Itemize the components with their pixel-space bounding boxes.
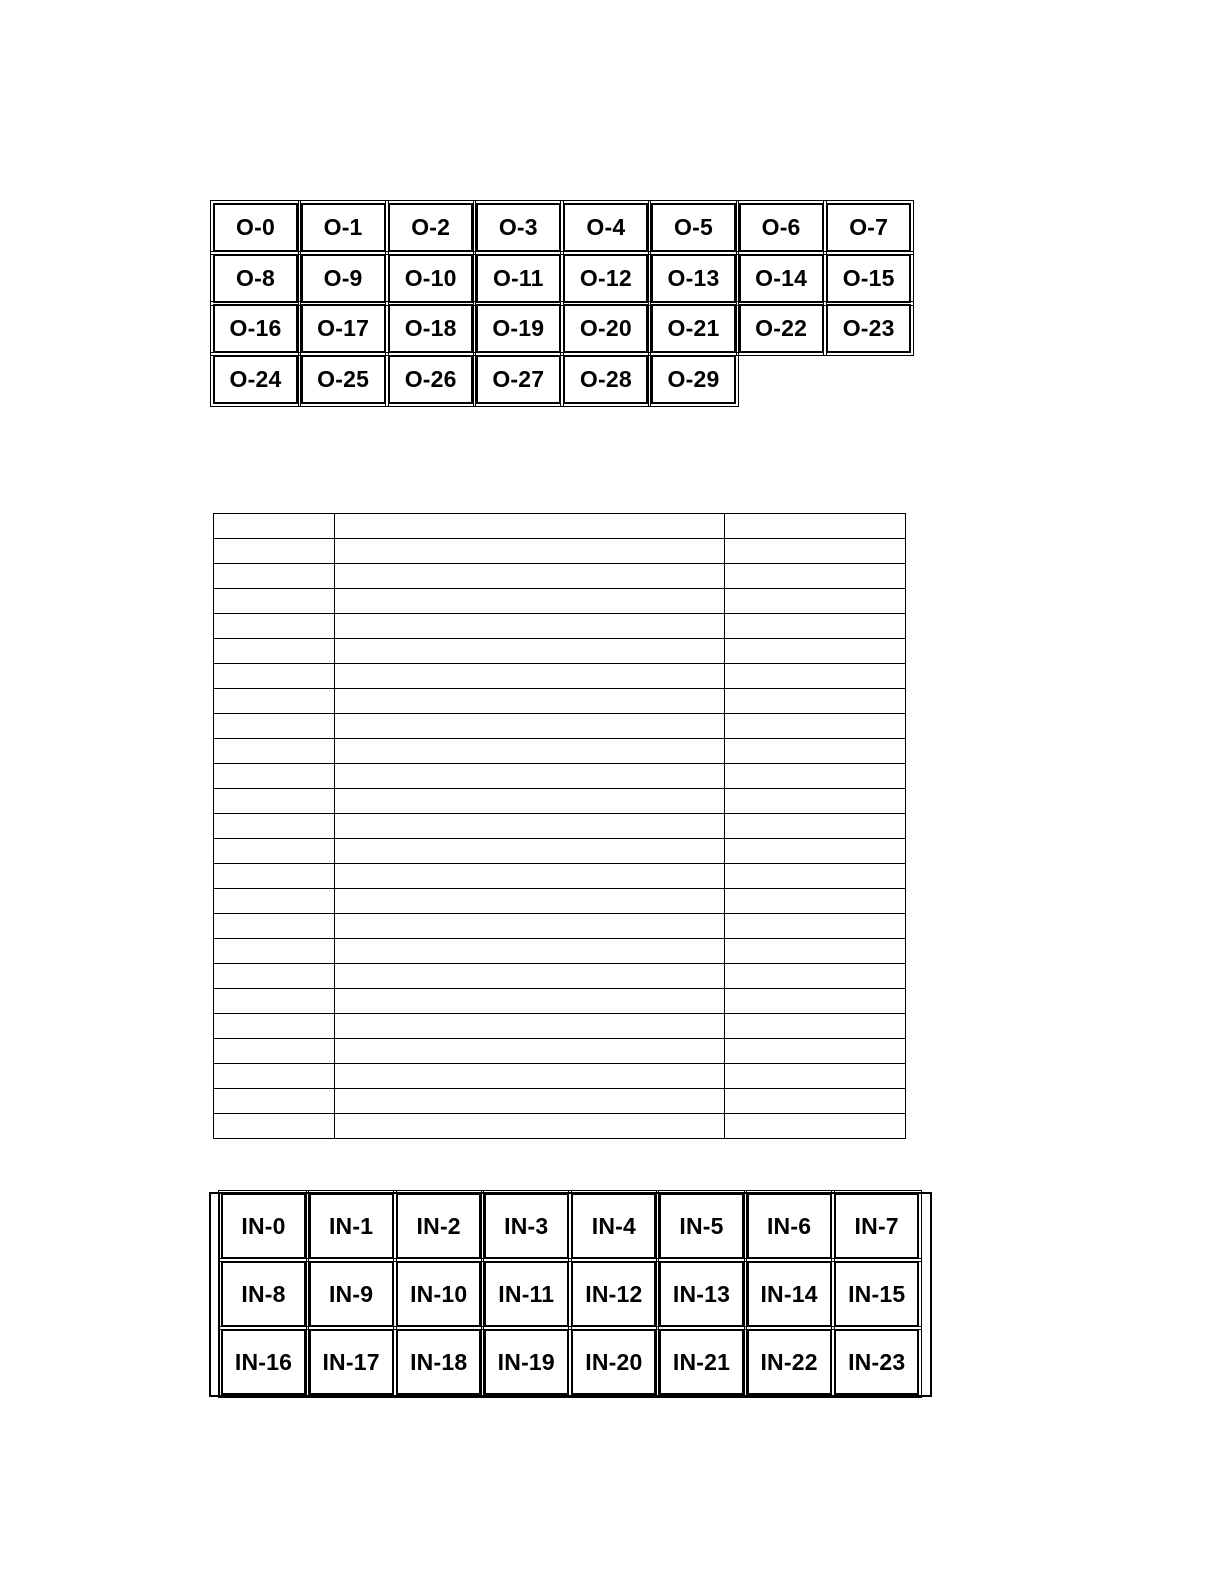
table-cell bbox=[214, 539, 335, 564]
table-row bbox=[214, 839, 906, 864]
table-row bbox=[214, 914, 906, 939]
table-cell bbox=[725, 589, 906, 614]
input-label-7: IN-7 bbox=[834, 1193, 919, 1259]
table-cell bbox=[725, 539, 906, 564]
table-cell bbox=[335, 1039, 725, 1064]
table-row bbox=[214, 789, 906, 814]
table-cell bbox=[725, 764, 906, 789]
table-cell bbox=[335, 589, 725, 614]
table-cell bbox=[725, 664, 906, 689]
output-label-22: O-22 bbox=[739, 304, 824, 353]
output-label-23: O-23 bbox=[826, 304, 911, 353]
input-label-19: IN-19 bbox=[484, 1329, 569, 1395]
input-label-11: IN-11 bbox=[484, 1261, 569, 1327]
table-cell bbox=[725, 1014, 906, 1039]
output-label-10: O-10 bbox=[388, 254, 473, 303]
input-label-23: IN-23 bbox=[834, 1329, 919, 1395]
table-row bbox=[214, 1114, 906, 1139]
table-cell bbox=[725, 839, 906, 864]
table-cell bbox=[335, 1089, 725, 1114]
table-cell bbox=[214, 1064, 335, 1089]
table-cell bbox=[214, 1039, 335, 1064]
table-cell bbox=[214, 989, 335, 1014]
table-row bbox=[214, 1039, 906, 1064]
table-cell bbox=[214, 839, 335, 864]
table-cell bbox=[725, 864, 906, 889]
table-row bbox=[214, 1089, 906, 1114]
table-cell bbox=[214, 564, 335, 589]
table-cell bbox=[335, 839, 725, 864]
table-cell bbox=[214, 939, 335, 964]
output-label-7: O-7 bbox=[826, 203, 911, 252]
blank-wiring-table bbox=[213, 513, 906, 1139]
output-label-9: O-9 bbox=[301, 254, 386, 303]
input-label-10: IN-10 bbox=[396, 1261, 481, 1327]
output-label-15: O-15 bbox=[826, 254, 911, 303]
table-cell bbox=[335, 964, 725, 989]
output-label-14: O-14 bbox=[739, 254, 824, 303]
table-cell bbox=[335, 989, 725, 1014]
table-row bbox=[214, 964, 906, 989]
input-label-13: IN-13 bbox=[659, 1261, 744, 1327]
table-row bbox=[214, 664, 906, 689]
input-label-18: IN-18 bbox=[396, 1329, 481, 1395]
table-row bbox=[214, 514, 906, 539]
table-cell bbox=[214, 914, 335, 939]
table-cell bbox=[214, 1089, 335, 1114]
output-label-1: O-1 bbox=[301, 203, 386, 252]
table-cell bbox=[335, 914, 725, 939]
table-cell bbox=[214, 789, 335, 814]
table-cell bbox=[335, 664, 725, 689]
table-cell bbox=[335, 689, 725, 714]
table-cell bbox=[725, 714, 906, 739]
table-cell bbox=[725, 689, 906, 714]
table-row bbox=[214, 1014, 906, 1039]
table-row bbox=[214, 989, 906, 1014]
table-cell bbox=[214, 664, 335, 689]
table-cell bbox=[725, 989, 906, 1014]
table-cell bbox=[725, 514, 906, 539]
input-label-5: IN-5 bbox=[659, 1193, 744, 1259]
table-cell bbox=[214, 1114, 335, 1139]
table-cell bbox=[214, 1014, 335, 1039]
table-cell bbox=[725, 1089, 906, 1114]
output-label-6: O-6 bbox=[739, 203, 824, 252]
output-label-12: O-12 bbox=[563, 254, 648, 303]
input-label-21: IN-21 bbox=[659, 1329, 744, 1395]
table-cell bbox=[214, 714, 335, 739]
input-label-8: IN-8 bbox=[221, 1261, 306, 1327]
table-cell bbox=[725, 1039, 906, 1064]
table-cell bbox=[335, 564, 725, 589]
input-label-17: IN-17 bbox=[309, 1329, 394, 1395]
table-cell bbox=[335, 639, 725, 664]
table-row bbox=[214, 1064, 906, 1089]
table-cell bbox=[335, 764, 725, 789]
table-cell bbox=[335, 789, 725, 814]
output-label-25: O-25 bbox=[301, 355, 386, 404]
input-label-14: IN-14 bbox=[747, 1261, 832, 1327]
table-row bbox=[214, 589, 906, 614]
output-label-29: O-29 bbox=[651, 355, 736, 404]
output-label-17: O-17 bbox=[301, 304, 386, 353]
table-row bbox=[214, 639, 906, 664]
output-label-4: O-4 bbox=[563, 203, 648, 252]
output-label-13: O-13 bbox=[651, 254, 736, 303]
input-label-15: IN-15 bbox=[834, 1261, 919, 1327]
table-cell bbox=[725, 614, 906, 639]
table-cell bbox=[335, 539, 725, 564]
table-cell bbox=[725, 639, 906, 664]
table-row bbox=[214, 864, 906, 889]
table-cell bbox=[335, 614, 725, 639]
table-cell bbox=[725, 914, 906, 939]
table-row bbox=[214, 814, 906, 839]
table-row bbox=[214, 939, 906, 964]
table-cell bbox=[725, 964, 906, 989]
table-cell bbox=[335, 864, 725, 889]
table-cell bbox=[214, 864, 335, 889]
output-label-24: O-24 bbox=[213, 355, 298, 404]
table-cell bbox=[725, 889, 906, 914]
output-label-8: O-8 bbox=[213, 254, 298, 303]
table-cell bbox=[725, 1064, 906, 1089]
table-cell bbox=[335, 1064, 725, 1089]
table-row bbox=[214, 539, 906, 564]
output-label-grid bbox=[213, 203, 913, 404]
table-row bbox=[214, 889, 906, 914]
table-cell bbox=[725, 739, 906, 764]
output-label-26: O-26 bbox=[388, 355, 473, 404]
output-label-21: O-21 bbox=[651, 304, 736, 353]
table-row bbox=[214, 689, 906, 714]
output-label-18: O-18 bbox=[388, 304, 473, 353]
table-cell bbox=[214, 889, 335, 914]
output-label-3: O-3 bbox=[476, 203, 561, 252]
input-label-22: IN-22 bbox=[747, 1329, 832, 1395]
output-label-11: O-11 bbox=[476, 254, 561, 303]
table-row bbox=[214, 714, 906, 739]
output-label-19: O-19 bbox=[476, 304, 561, 353]
output-label-2: O-2 bbox=[388, 203, 473, 252]
output-label-27: O-27 bbox=[476, 355, 561, 404]
table-cell bbox=[214, 764, 335, 789]
input-label-3: IN-3 bbox=[484, 1193, 569, 1259]
table-cell bbox=[214, 639, 335, 664]
table-cell bbox=[725, 1114, 906, 1139]
input-label-2: IN-2 bbox=[396, 1193, 481, 1259]
table-cell bbox=[335, 814, 725, 839]
table-cell bbox=[725, 814, 906, 839]
table-cell bbox=[214, 739, 335, 764]
table-cell bbox=[725, 564, 906, 589]
table-cell bbox=[214, 589, 335, 614]
table-cell bbox=[214, 964, 335, 989]
output-label-16: O-16 bbox=[213, 304, 298, 353]
input-label-1: IN-1 bbox=[309, 1193, 394, 1259]
table-cell bbox=[335, 1014, 725, 1039]
output-label-5: O-5 bbox=[651, 203, 736, 252]
table-cell bbox=[335, 714, 725, 739]
table-cell bbox=[214, 614, 335, 639]
output-label-0: O-0 bbox=[213, 203, 298, 252]
input-label-16: IN-16 bbox=[221, 1329, 306, 1395]
table-row bbox=[214, 739, 906, 764]
table-cell bbox=[335, 889, 725, 914]
output-label-28: O-28 bbox=[563, 355, 648, 404]
table-cell bbox=[335, 514, 725, 539]
input-label-9: IN-9 bbox=[309, 1261, 394, 1327]
input-label-4: IN-4 bbox=[571, 1193, 656, 1259]
table-row bbox=[214, 764, 906, 789]
table-cell bbox=[214, 689, 335, 714]
table-cell bbox=[335, 1114, 725, 1139]
input-label-6: IN-6 bbox=[747, 1193, 832, 1259]
table-cell bbox=[335, 939, 725, 964]
output-label-20: O-20 bbox=[563, 304, 648, 353]
table-cell bbox=[725, 939, 906, 964]
table-cell bbox=[725, 789, 906, 814]
table-row bbox=[214, 614, 906, 639]
input-label-12: IN-12 bbox=[571, 1261, 656, 1327]
table-cell bbox=[335, 739, 725, 764]
input-label-20: IN-20 bbox=[571, 1329, 656, 1395]
table-cell bbox=[214, 814, 335, 839]
table-cell bbox=[214, 514, 335, 539]
table-row bbox=[214, 564, 906, 589]
input-label-0: IN-0 bbox=[221, 1193, 306, 1259]
